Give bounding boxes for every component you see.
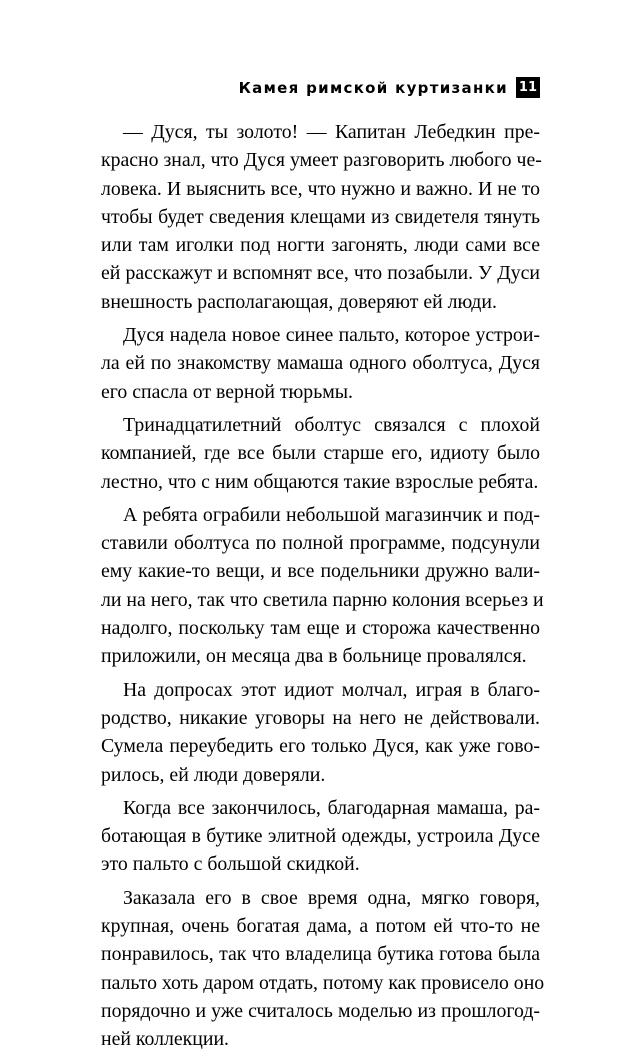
text-line: красно знал, что Дуся умеет разговорить любого че- <box>101 149 542 172</box>
running-header <box>239 77 540 98</box>
paragraph <box>101 411 540 496</box>
text-line: рилось, ей люди доверяли. <box>101 763 326 786</box>
text-line: ла ей по знакомству мамаша одного оболтуса, Дуся <box>101 352 540 375</box>
text-line: На допросах этот идиот молчал, играя в благо- <box>123 678 540 701</box>
text-line: ботающая в бутике элитной одежды, устроила Дусе <box>101 825 540 848</box>
text-line: ней коллекции. <box>101 1028 229 1051</box>
text-line: ставили оболтуса по полной программе, подсунули <box>101 532 540 555</box>
paragraph <box>101 501 544 671</box>
text-line: лестно, что с ним общаются такие взрослые ребята. <box>101 470 539 493</box>
text-line: или там иголки под ногти загонять, люди сами все <box>101 234 540 257</box>
paragraph <box>101 884 545 1054</box>
text-line: пальто хоть даром отдать, потому как провисело оно <box>101 971 545 994</box>
text-line: крупная, очень богатая дама, а потом ей что-то не <box>101 915 540 938</box>
text-line: порядочно и уже считалось моделью из прошлогод- <box>101 999 540 1022</box>
text-line: ли на него, так что светила парню колония всерьез и <box>101 588 544 611</box>
text-line: его спасла от верной тюрьмы. <box>101 380 353 403</box>
text-line: ловека. И выяснить все, что нужно и важно. И не то <box>101 177 540 200</box>
text-line: Заказала его в свое время одна, мягко говоря, <box>123 886 540 909</box>
paragraph <box>101 676 540 789</box>
paragraph <box>101 794 540 879</box>
body-text <box>101 118 545 1059</box>
paragraph <box>101 321 540 406</box>
paragraph <box>101 118 540 316</box>
text-line: это пальто с большой скидкой. <box>101 853 360 876</box>
text-line: ему какие-то вещи, и все подельники дружно вали- <box>101 560 540 583</box>
text-line: Тринадцатилетний оболтус связался с плохой <box>123 413 540 436</box>
text-line: внешность располагающая, доверяют ей люди. <box>101 290 497 313</box>
running-title: Камея римской куртизанки <box>238 78 508 97</box>
text-line: компанией, где все были старше его, идиоту было <box>101 442 540 465</box>
text-line: приложили, он месяца два в больнице провалялся. <box>101 645 527 668</box>
text-line: — Дуся, ты золото! — Капитан Лебедкин пре- <box>123 121 540 143</box>
text-line: А ребята ограбили небольшой магазинчик и под- <box>123 503 540 526</box>
text-line: чтобы будет сведения клещами из свидетеля тянуть <box>101 205 540 228</box>
text-line: надолго, поскольку там еще и сторожа качественно <box>101 617 540 640</box>
text-line: ей расскажут и вспомнят все, что позабыли. У Дуси <box>101 262 540 285</box>
page-number: 11 <box>516 77 540 98</box>
text-line: Дуся надела новое синее пальто, которое устрои- <box>123 324 540 347</box>
text-line: Сумела переубедить его только Дуся, как уже гово- <box>101 735 540 758</box>
text-line: родство, никакие уговоры на него не действовали. <box>101 706 540 729</box>
text-line: понравилось, так что владелица бутика готова была <box>101 943 540 966</box>
text-line: Когда все закончилось, благодарная мамаша, ра- <box>123 796 540 819</box>
